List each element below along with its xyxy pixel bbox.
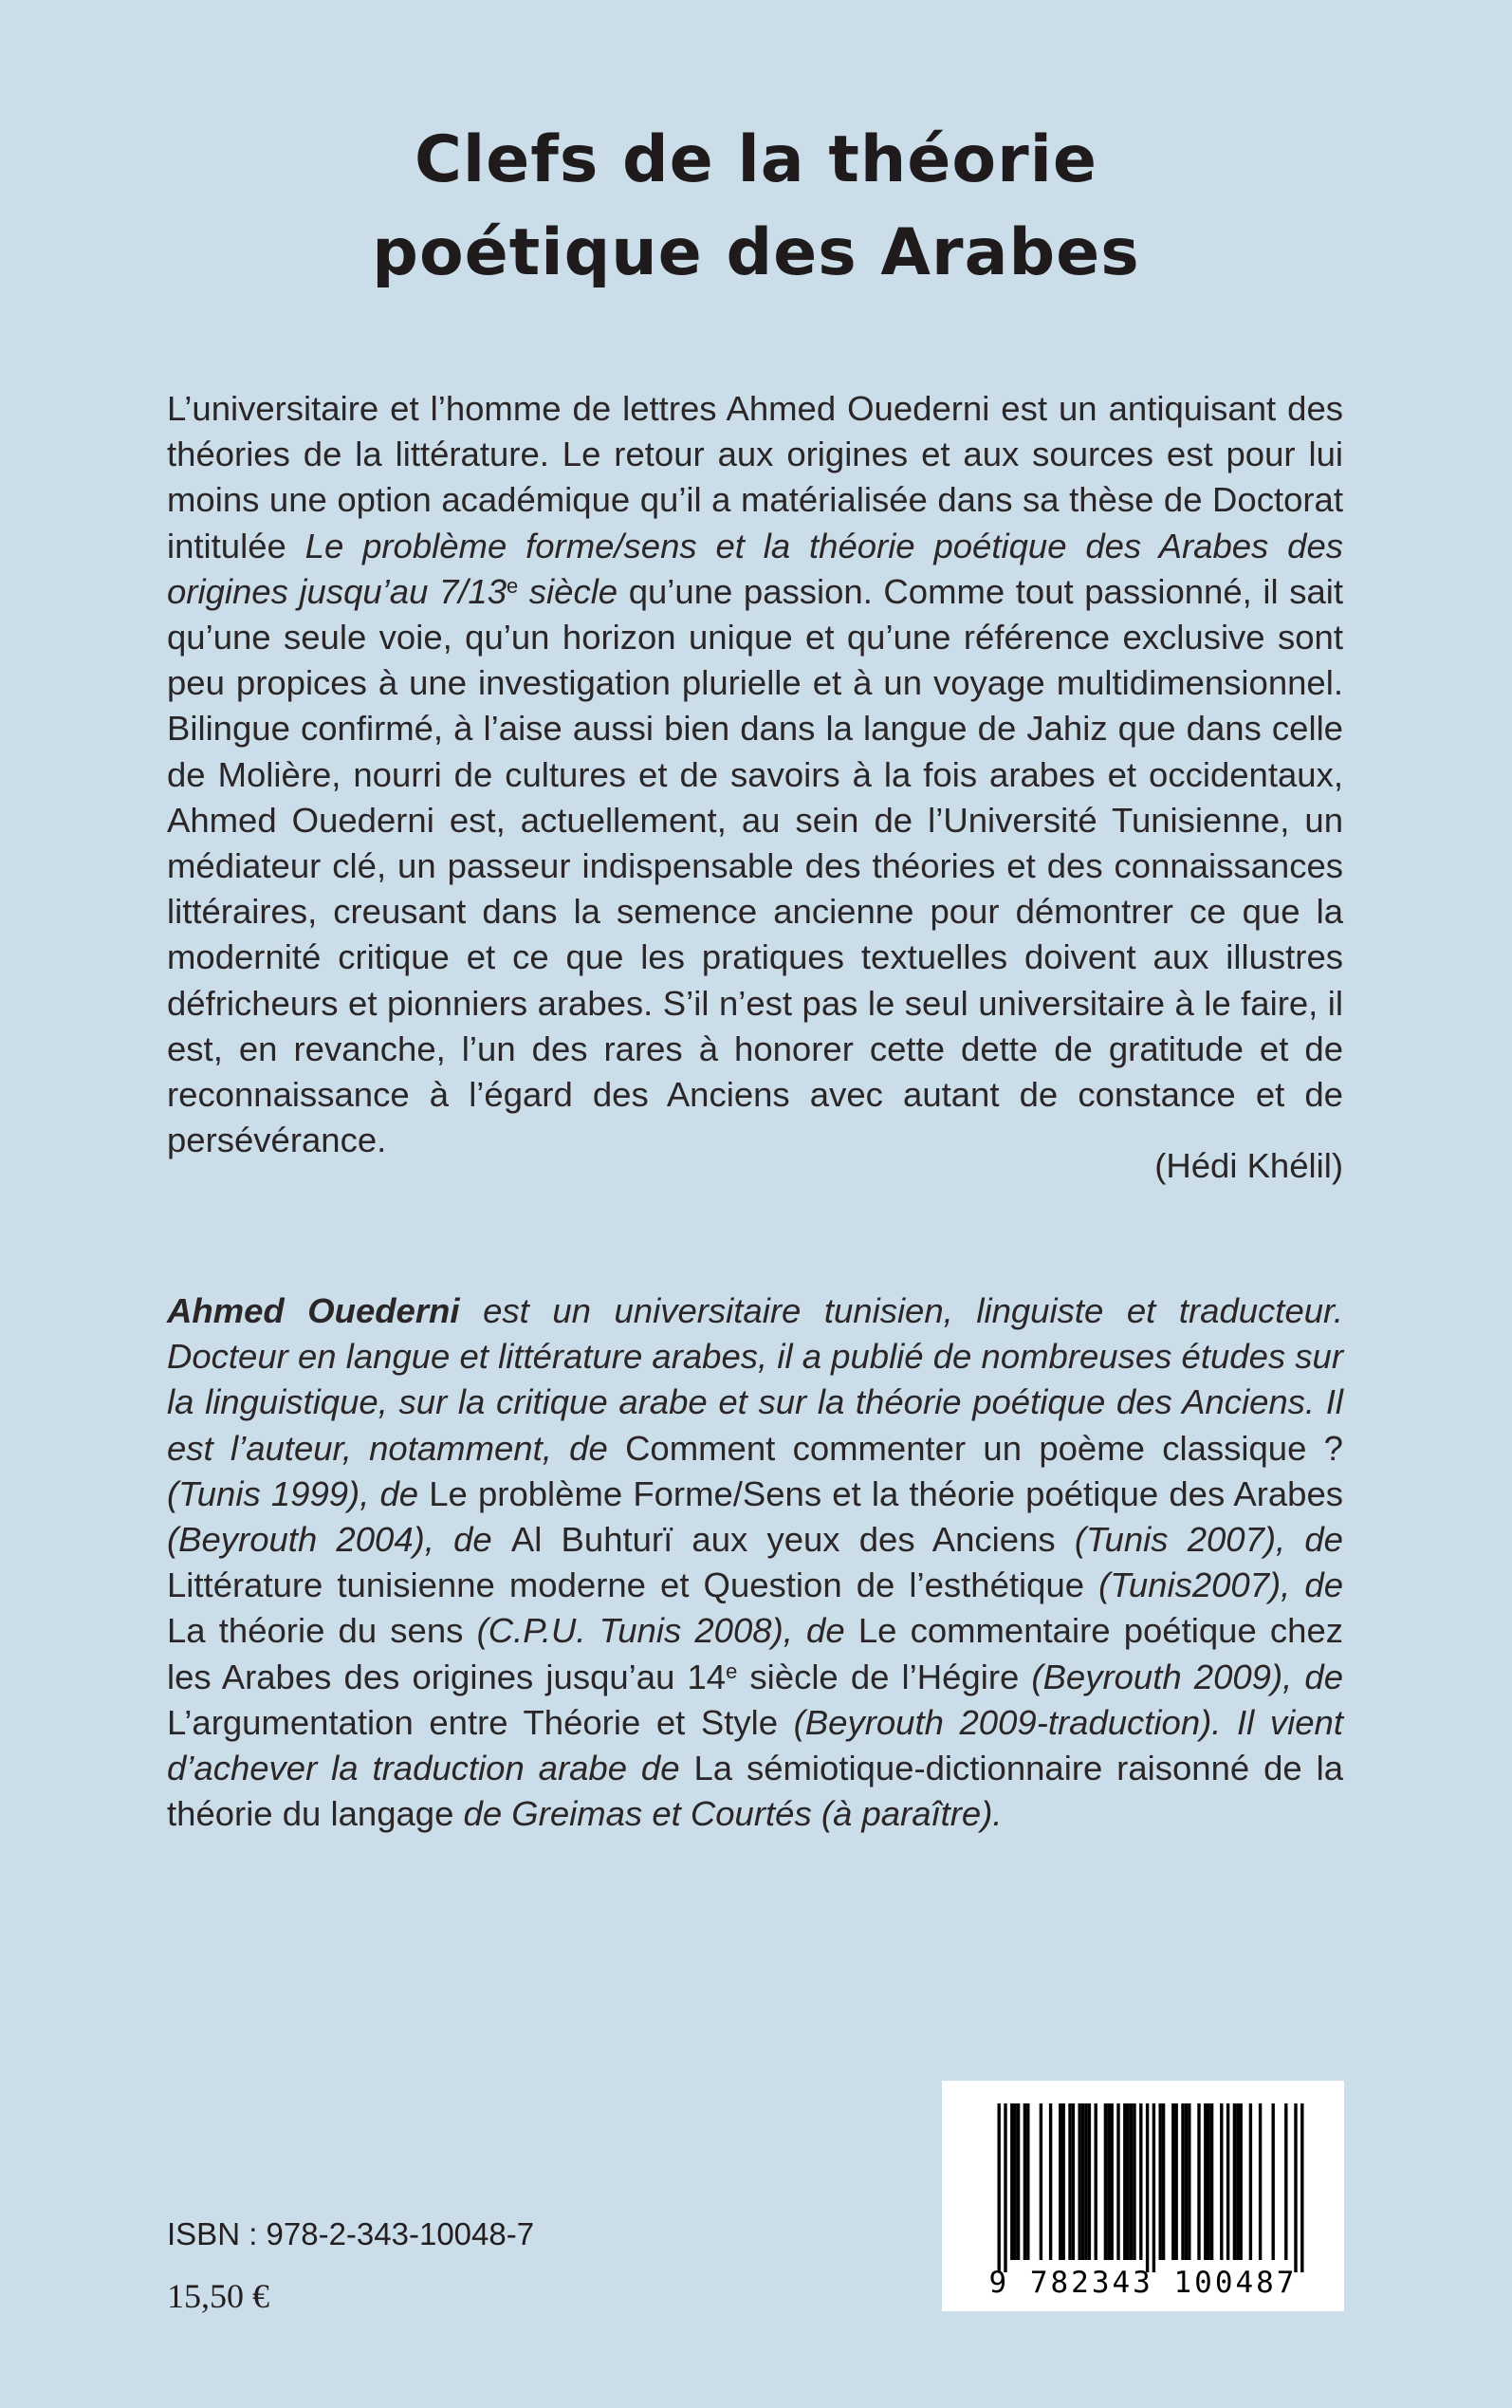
barcode-bar	[1010, 2103, 1013, 2260]
review-part-2: qu’une passion. Comme tout passionné, il sait qu’une seule voie, qu’un horizon unique et qu’une référence exclusive sont peu propices à une investigation plurielle et à un voyage multidimensionnel. Bilingue confirmé, à l’aise aussi bien dans la langue de Jahiz que dans celle de Molière, nourri de cultures et de savoirs à la fois arabes et occidentaux, Ahmed Ouederni est, actuellement, au sein de l’Université Tunisienne, un médiateur clé, un passeur indispensable des théories et des connaissances littéraires, creusant dans la semence ancienne pour démontrer ce que la modernité critique et ce que les pratiques textuelles doivent aux illustres défricheurs et pionniers arabes. S’il n’est pas le seul universitaire à le faire, il est, en revanche, l’un des rares à honorer cette dette de gratitude et de reconnaissance à l’égard des Anciens avec autant de constance et de persévérance.	[167, 571, 1343, 1160]
barcode-bar	[1123, 2103, 1126, 2260]
title-line-1: Clefs de la théorie	[414, 122, 1098, 197]
barcode-bar	[1208, 2103, 1210, 2260]
barcode-bar	[1152, 2103, 1155, 2272]
book-title-6: Le commentaire poétique chez les Arabes des origines jusqu’au 14	[167, 1611, 1344, 1696]
barcode-bar	[1062, 2103, 1065, 2260]
barcode-bar	[1181, 2103, 1184, 2260]
book-title-5: La théorie du sens	[167, 1611, 464, 1651]
barcode-bar	[1017, 2103, 1020, 2260]
barcode-bar	[1004, 2103, 1006, 2272]
book-pub-2: (Beyrouth 2004), de	[167, 1520, 511, 1560]
barcode-bar	[1116, 2103, 1119, 2260]
isbn: ISBN : 978-2-343-10048-7	[167, 2216, 535, 2251]
barcode-bar	[1185, 2103, 1188, 2260]
book-title-7: L’argumentation entre Théorie et Style	[167, 1702, 779, 1742]
author-bio	[167, 1288, 1343, 1837]
book-pub-8: de Greimas et Courtés (à paraître).	[453, 1794, 1003, 1834]
barcode-bar	[1139, 2103, 1142, 2260]
review-text	[167, 386, 1343, 1163]
barcode-bar	[1133, 2103, 1135, 2260]
barcode-bar	[1040, 2103, 1042, 2260]
barcode-bar	[1159, 2103, 1162, 2260]
barcode-bar	[1236, 2103, 1239, 2260]
title-line-2: poétique des Arabes	[372, 215, 1140, 290]
barcode-bar	[1284, 2103, 1287, 2260]
barcode-digits: 9 782343 100487	[988, 2266, 1298, 2300]
barcode-bar	[1249, 2103, 1252, 2260]
barcode-bar	[1127, 2103, 1130, 2260]
barcode-bar	[1171, 2103, 1174, 2260]
book-title-6-suffix: siècle de l’Hégire	[737, 1657, 1020, 1696]
thesis-title: Le problème forme/sens et la théorie poétique des Arabes des origines jusqu’au 7/13	[167, 526, 1343, 611]
book-title-3: Al Buhturï aux yeux des Anciens	[510, 1520, 1056, 1560]
barcode-bar	[1233, 2103, 1236, 2260]
barcode-bar	[1259, 2103, 1262, 2260]
book-title-4: Littérature tunisienne moderne et Question de l’esthétique	[167, 1565, 1085, 1605]
review-paragraph	[167, 386, 1343, 1163]
barcode-bar	[1146, 2103, 1149, 2272]
book-title-8: La sémiotique-dictionnaire raisonné de la théorie du langage	[167, 1749, 1343, 1834]
barcode-bar	[1072, 2103, 1075, 2260]
barcode-bar	[1162, 2103, 1165, 2260]
book-pub-5: (C.P.U. Tunis 2008), de	[463, 1611, 858, 1651]
barcode-bar	[1023, 2103, 1026, 2260]
bio-intro: est un universitaire tunisien, linguiste et traducteur. Docteur en langue et littérature arabes, il a publié de nombreuses études sur la linguistique, sur la critique arabe et sur la théorie poétique des Anciens. Il est l’auteur, notamment, de	[167, 1291, 1343, 1468]
barcode-bar	[1104, 2103, 1107, 2260]
barcode-bar	[1088, 2103, 1091, 2260]
book-title	[0, 114, 1512, 300]
book-title-2: Le problème Forme/Sens et la théorie poétique des Arabes	[429, 1473, 1343, 1513]
barcode-bar	[1081, 2103, 1084, 2260]
barcode-bar	[1226, 2103, 1229, 2260]
book-pub-1: (Tunis 1999), de	[167, 1473, 430, 1513]
barcode-bar	[1188, 2103, 1190, 2260]
barcode-bar	[1068, 2103, 1071, 2260]
barcode-bar	[1220, 2103, 1223, 2260]
barcode-bar	[1272, 2103, 1275, 2260]
barcode-bar	[1130, 2103, 1133, 2260]
author-name: Ahmed Ouederni	[167, 1291, 460, 1330]
barcode-bar	[998, 2103, 1001, 2272]
review-byline: (Hédi Khélil)	[1154, 1146, 1343, 1185]
barcode-bar	[1107, 2103, 1110, 2260]
thesis-title-suffix: siècle	[518, 571, 618, 611]
barcode-bar	[1095, 2103, 1097, 2260]
barcode-bar	[1079, 2103, 1081, 2260]
barcode-bar	[1197, 2103, 1200, 2260]
book-pub-6: (Beyrouth 2009), de	[1019, 1657, 1343, 1696]
barcode-bar	[1300, 2103, 1303, 2272]
book-pub-7: (Beyrouth 2009-traduction). Il vient d’achever la traduction arabe de	[167, 1702, 1343, 1788]
barcode-bar	[1204, 2103, 1207, 2260]
barcode-bar	[1014, 2103, 1017, 2260]
barcode-bar	[1026, 2103, 1029, 2260]
barcode-bar	[1111, 2103, 1114, 2260]
bio-paragraph	[167, 1288, 1343, 1837]
barcode-bar	[1294, 2103, 1297, 2272]
book-pub-3: (Tunis 2007), de	[1055, 1520, 1343, 1560]
review-part-1: L’universitaire et l’homme de lettres Ahmed Ouederni est un antiquisant des théories de la littérature. Le retour aux origines et aux sources est pour lui moins une option académique qu’il a matérialisée dans sa thèse de Doctorat intitulée	[167, 389, 1343, 565]
book-pub-4: (Tunis2007), de	[1084, 1565, 1343, 1605]
barcode-bar	[1240, 2103, 1243, 2260]
price: 15,50 €	[167, 2277, 269, 2315]
book-title-1: Comment commenter un poème classique ?	[625, 1428, 1343, 1468]
thesis-superscript: e	[507, 573, 519, 598]
barcode	[942, 2081, 1344, 2311]
barcode-bar	[1175, 2103, 1178, 2260]
barcode-bar	[1059, 2103, 1061, 2260]
barcode-bar	[1049, 2103, 1052, 2260]
barcode-bar	[1210, 2103, 1213, 2260]
book-title-6-superscript: e	[726, 1658, 738, 1683]
barcode-bar	[1084, 2103, 1087, 2260]
